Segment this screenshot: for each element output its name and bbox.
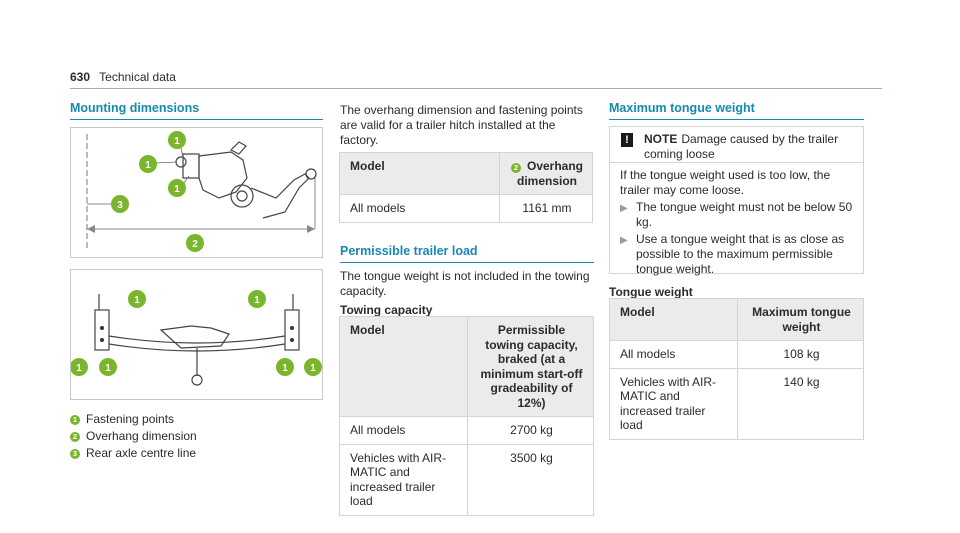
cell-model: All models xyxy=(340,417,468,445)
column-header-tongue: Maximum tongue weight xyxy=(738,299,864,341)
note-box xyxy=(609,126,864,274)
bolt xyxy=(290,326,294,330)
bolt xyxy=(100,338,104,342)
note-bullet xyxy=(620,232,856,277)
leader-1b xyxy=(155,162,177,163)
permissible-title-rule xyxy=(340,262,594,263)
bolt xyxy=(100,326,104,330)
arrow-right-icon: ▶ xyxy=(620,203,628,214)
page-header xyxy=(70,70,176,84)
tongue-title-rule xyxy=(609,119,864,120)
cell-model: All models xyxy=(610,341,738,369)
permissible-intro: The tongue weight is not included in the towing capacity. xyxy=(340,269,590,298)
hitch-bracket xyxy=(183,154,199,178)
table-row xyxy=(340,417,594,445)
table-row xyxy=(610,368,864,439)
callout-label: 1 xyxy=(282,363,288,374)
rear-frame-drawing xyxy=(95,294,299,385)
legend-item xyxy=(70,411,197,428)
table-header-row xyxy=(340,153,593,195)
legend-text: Rear axle centre line xyxy=(86,446,197,460)
header-divider xyxy=(70,88,882,89)
callout-label: 2 xyxy=(192,239,198,250)
overhang-callout: 2 xyxy=(511,163,521,173)
table-header-row xyxy=(340,317,594,417)
tongue-weight-title: Maximum tongue weight xyxy=(609,101,755,115)
cell-value: 140 kg xyxy=(738,368,864,439)
note-title xyxy=(644,132,854,162)
column-header-overhang xyxy=(500,153,593,195)
cell-value: 1161 mm xyxy=(500,195,593,223)
hitch-socket-inner xyxy=(237,191,247,201)
mounting-title-rule xyxy=(70,119,323,120)
column-header-model: Model xyxy=(610,299,738,341)
cell-model: Vehicles with AIR-MATIC and increased trailer load xyxy=(340,444,468,515)
column-header-model: Model xyxy=(340,317,468,417)
cell-model: Vehicles with AIR-MATIC and increased trailer load xyxy=(610,368,738,439)
crossbar-top xyxy=(109,336,285,343)
column-header-model: Model xyxy=(340,153,500,195)
tongue-weight-table xyxy=(609,298,864,440)
legend-item xyxy=(70,428,197,445)
legend-item xyxy=(70,445,197,462)
callout-label: 1 xyxy=(134,295,140,306)
legend-text: Overhang dimension xyxy=(86,429,197,443)
figure-legend xyxy=(70,411,197,462)
warning-icon: ! xyxy=(621,133,633,147)
hitch-ball xyxy=(192,375,202,385)
note-heading: Damage caused by the trailer coming loose xyxy=(644,132,839,161)
bullet-text: Use a tongue weight that is as close as possible to the maximum permissible tongue weight. xyxy=(636,232,845,276)
overhang-table xyxy=(339,152,593,223)
hitch-lever xyxy=(231,142,246,154)
note-label: NOTE xyxy=(644,132,678,146)
overhang-intro: The overhang dimension and fastening points are valid for a trailer hitch installed at the factory. xyxy=(340,103,583,147)
arrow-right xyxy=(307,225,315,233)
callout-label: 1 xyxy=(174,136,180,147)
legend-number: 2 xyxy=(70,432,80,442)
table-row xyxy=(610,341,864,369)
hitch-ball xyxy=(306,169,316,179)
legend-text: Fastening points xyxy=(86,412,175,426)
mounting-dimensions-title: Mounting dimensions xyxy=(70,101,200,115)
legend-number: 1 xyxy=(70,415,80,425)
bullet-text: The tongue weight must not be below 50 kg. xyxy=(636,200,853,229)
callout-label: 1 xyxy=(105,363,111,374)
side-view-drawing xyxy=(71,128,322,257)
column-header-towing: Permissible towing capacity, braked (at a minimum start-off gradeability of 12%) xyxy=(468,317,594,417)
rear-view-drawing xyxy=(71,270,322,399)
callout-label: 1 xyxy=(254,295,260,306)
note-body: If the tongue weight used is too low, the trailer may come loose. xyxy=(620,168,831,197)
cell-model: All models xyxy=(340,195,500,223)
callout-label: 1 xyxy=(76,363,82,374)
towing-capacity-table xyxy=(339,316,594,516)
permissible-load-title: Permissible trailer load xyxy=(340,244,478,258)
section-name: Technical data xyxy=(99,70,176,84)
callout-label: 3 xyxy=(117,200,123,211)
bolt-group xyxy=(100,326,294,342)
tow-hitch-drawing xyxy=(176,142,316,218)
note-header xyxy=(610,127,863,163)
callout-label: 1 xyxy=(174,184,180,195)
table-header-row xyxy=(610,299,864,341)
overhang-header-text: Overhang dimension xyxy=(516,159,583,188)
cell-value: 2700 kg xyxy=(468,417,594,445)
legend-number: 3 xyxy=(70,449,80,459)
callout-label: 1 xyxy=(145,160,151,171)
figure-side-view xyxy=(70,127,323,258)
tongue-weight-subtitle: Tongue weight xyxy=(609,285,693,299)
cell-value: 108 kg xyxy=(738,341,864,369)
note-bullet xyxy=(620,200,856,230)
hitch-assembly xyxy=(161,326,229,348)
callout-label: 1 xyxy=(310,363,316,374)
arrow-right-icon: ▶ xyxy=(620,235,628,246)
hitch-bolt xyxy=(176,157,186,167)
hitch-arm xyxy=(251,174,309,218)
towing-capacity-subtitle: Towing capacity xyxy=(340,303,433,317)
arrow-left xyxy=(87,225,95,233)
table-row xyxy=(340,444,594,515)
table-row xyxy=(340,195,593,223)
page-number: 630 xyxy=(70,70,91,84)
figure-rear-view xyxy=(70,269,323,400)
cell-value: 3500 kg xyxy=(468,444,594,515)
bolt xyxy=(290,338,294,342)
hitch-socket xyxy=(231,185,253,207)
